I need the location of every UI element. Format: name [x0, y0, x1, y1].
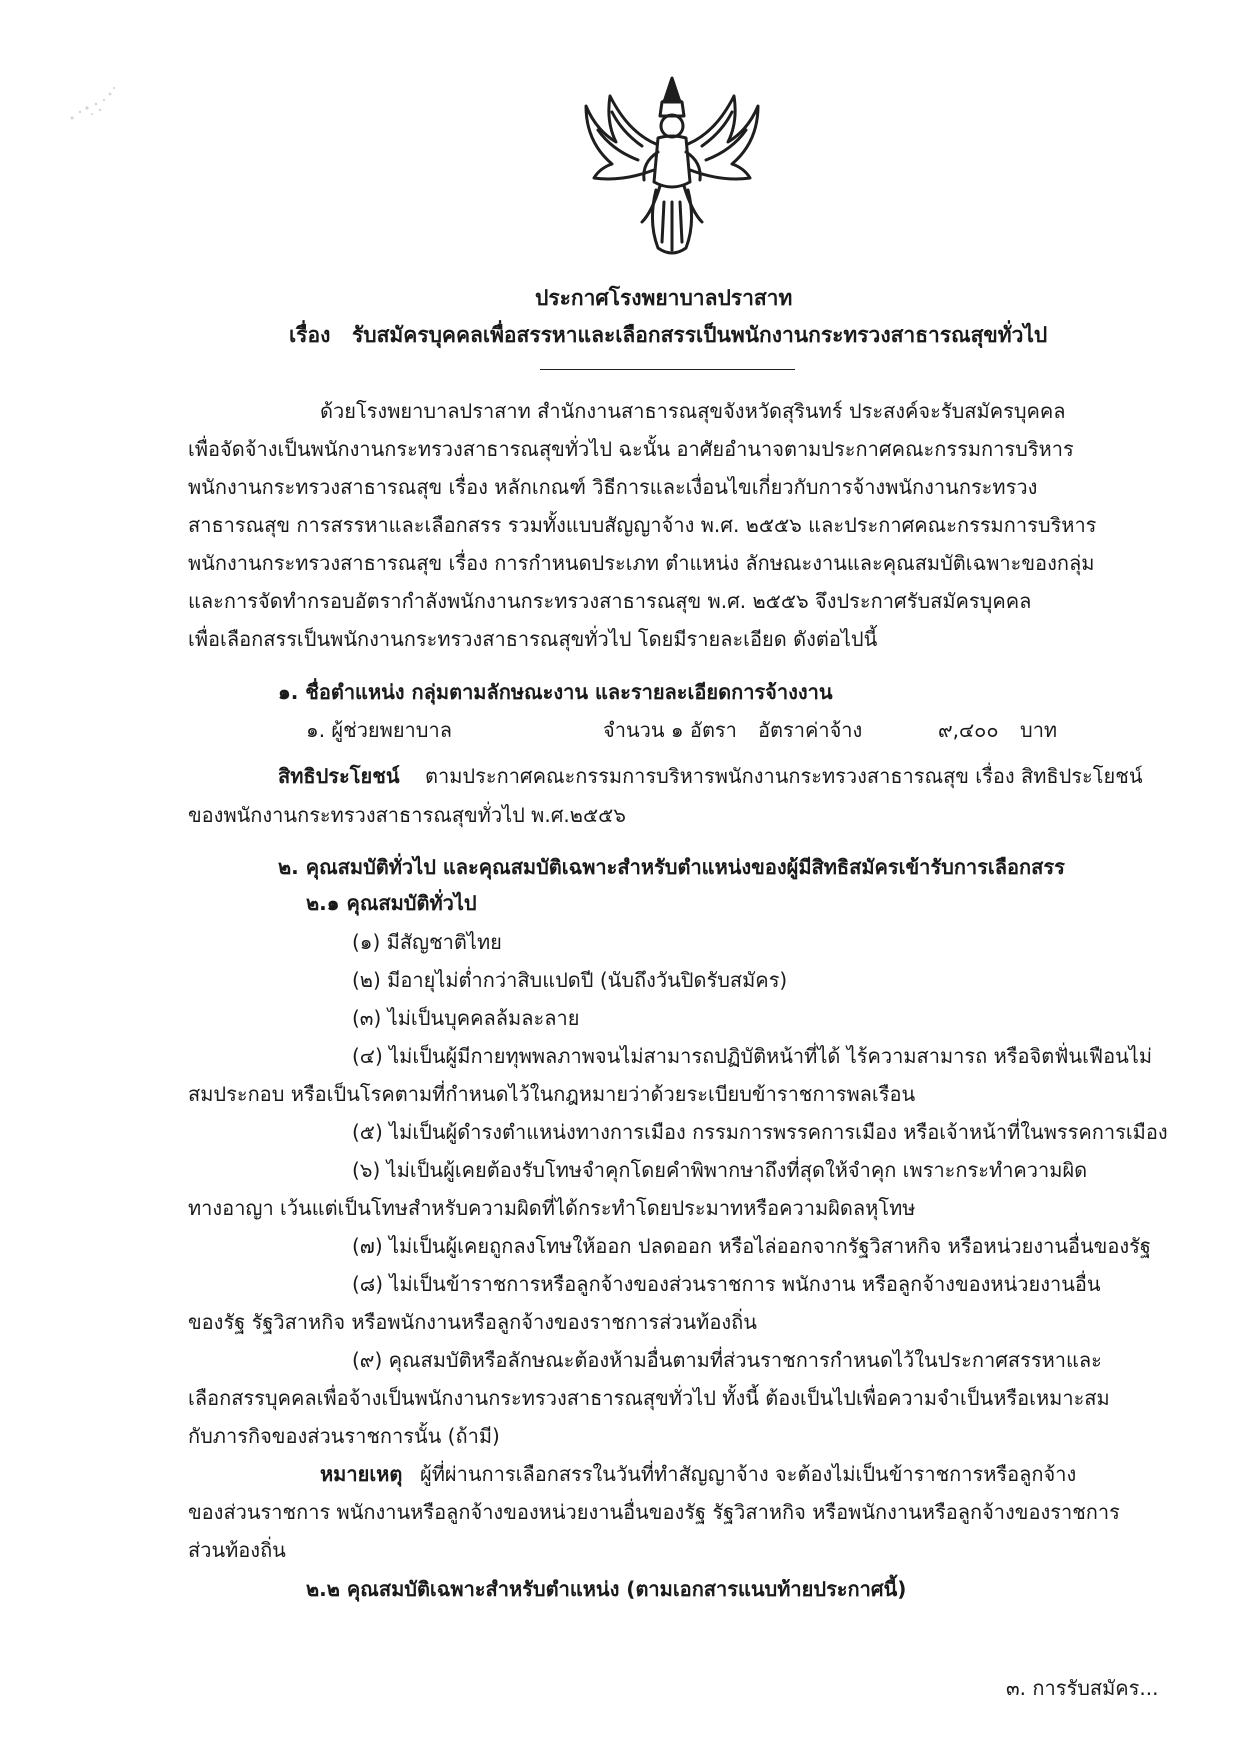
intro-line: พนักงานกระทรวงสาธารณสุข เรื่อง หลักเกณฑ์ วิธีการและเงื่อนไขเกี่ยวกับการจ้างพนักงานกระทรวง: [188, 475, 1038, 499]
section2-1-heading: ๒.๑ คุณสมบัติทั่วไป: [306, 891, 477, 915]
section1-heading: ๑. ชื่อตำแหน่ง กลุ่มตามลักษณะงาน และรายละเอียดการจ้างงาน: [278, 680, 833, 704]
section2-2-heading: ๒.๒ คุณสมบัติเฉพาะสำหรับตำแหน่ง (ตามเอกสารแนบท้ายประกาศนี้): [306, 1577, 907, 1601]
qualification-item: เลือกสรรบุคคลเพื่อจ้างเป็นพนักงานกระทรวงสาธารณสุขทั่วไป ทั้งนี้ ต้องเป็นไปเพื่อความจำเป็นหรือเหมาะสม: [188, 1386, 1110, 1410]
intro-line: สาธารณสุข การสรรหาและเลือกสรร รวมทั้งแบบสัญญาจ้าง พ.ศ. ๒๕๕๖ และประกาศคณะกรรมการบริหาร: [188, 513, 1097, 537]
wage-unit: บาท: [1020, 718, 1058, 742]
qualification-item: ของรัฐ รัฐวิสาหกิจ หรือพนักงานหรือลูกจ้างของราชการส่วนท้องถิ่น: [188, 1310, 757, 1334]
note-text: ผู้ที่ผ่านการเลือกสรรในวันที่ทำสัญญาจ้าง จะต้องไม่เป็นข้าราชการหรือลูกจ้าง: [420, 1462, 1077, 1486]
wage-amount: ๙,๔๐๐: [938, 718, 999, 742]
qualification-item: กับภารกิจของส่วนราชการนั้น (ถ้ามี): [188, 1424, 500, 1448]
note-label: หมายเหตุ: [320, 1462, 403, 1486]
position-name: ๑. ผู้ช่วยพยาบาล: [306, 718, 452, 742]
qualification-item: (๔) ไม่เป็นผู้มีกายทุพพลภาพจนไม่สามารถปฏิบัติหน้าที่ได้ ไร้ความสามารถ หรือจิตฟั่นเฟือนไม่: [352, 1044, 1153, 1068]
intro-line: ด้วยโรงพยาบาลปราสาท สำนักงานสาธารณสุขจังหวัดสุรินทร์ ประสงค์จะรับสมัครบุคคล: [320, 399, 1066, 423]
garuda-emblem-icon: [572, 72, 772, 262]
qualification-item: (๕) ไม่เป็นผู้ดำรงตำแหน่งทางการเมือง กรรมการพรรคการเมือง หรือเจ้าหน้าที่ในพรรคการเมือง: [352, 1120, 1168, 1144]
benefits-text: ของพนักงานกระทรวงสาธารณสุขทั่วไป พ.ศ.๒๕๕๖: [188, 803, 626, 827]
qualification-item: (๖) ไม่เป็นผู้เคยต้องรับโทษจำคุกโดยคำพิพากษาถึงที่สุดให้จำคุก เพราะกระทำความผิด: [352, 1158, 1088, 1182]
qualification-item: (๒) มีอายุไม่ต่ำกว่าสิบแปดปี (นับถึงวันปิดรับสมัคร): [352, 968, 788, 992]
qualification-item: (๘) ไม่เป็นข้าราชการหรือลูกจ้างของส่วนราชการ พนักงาน หรือลูกจ้างของหน่วยงานอื่น: [352, 1272, 1101, 1296]
intro-line: เพื่อจัดจ้างเป็นพนักงานกระทรวงสาธารณสุขทั่วไป ฉะนั้น อาศัยอำนาจตามประกาศคณะกรรมการบริหาร: [188, 437, 1074, 461]
section2-heading: ๒. คุณสมบัติทั่วไป และคุณสมบัติเฉพาะสำหรับตำแหน่งของผู้มีสิทธิสมัครเข้ารับการเลือกสรร: [278, 855, 1065, 879]
subject-text: รับสมัครบุคคลเพื่อสรรหาและเลือกสรรเป็นพนักงานกระทรวงสาธารณสุขทั่วไป: [352, 323, 1048, 347]
qualification-item: ทางอาญา เว้นแต่เป็นโทษสำหรับความผิดที่ได้กระทำโดยประมาทหรือความผิดลหุโทษ: [188, 1196, 916, 1220]
qualification-item: (๑) มีสัญชาติไทย: [352, 930, 502, 954]
qualification-item: สมประกอบ หรือเป็นโรคตามที่กำหนดไว้ในกฎหมายว่าด้วยระเบียบข้าราชการพลเรือน: [188, 1082, 916, 1106]
note-text: ของส่วนราชการ พนักงานหรือลูกจ้างของหน่วยงานอื่นของรัฐ รัฐวิสาหกิจ หรือพนักงานหรือลูกจ้างของราชการ: [188, 1500, 1120, 1524]
note-text: ส่วนท้องถิ่น: [188, 1538, 286, 1562]
benefits-text: ตามประกาศคณะกรรมการบริหารพนักงานกระทรวงสาธารณสุข เรื่อง สิทธิประโยชน์: [425, 764, 1143, 788]
benefits-label: สิทธิประโยชน์: [278, 764, 400, 788]
intro-line: และการจัดทำกรอบอัตรากำลังพนักงานกระทรวงสาธารณสุข พ.ศ. ๒๕๕๖ จึงประกาศรับสมัครบุคคล: [188, 589, 1032, 613]
title-divider: [540, 369, 795, 370]
qualification-item: (๗) ไม่เป็นผู้เคยถูกลงโทษให้ออก ปลดออก หรือไล่ออกจากรัฐวิสาหกิจ หรือหน่วยงานอื่นของรัฐ: [352, 1234, 1151, 1258]
scan-stain: [52, 80, 132, 130]
intro-line: เพื่อเลือกสรรเป็นพนักงานกระทรวงสาธารณสุขทั่วไป โดยมีรายละเอียด ดังต่อไปนี้: [188, 627, 878, 651]
continued-marker: ๓. การรับสมัคร...: [1006, 1676, 1159, 1700]
subject-label: เรื่อง: [289, 323, 331, 347]
qualification-item: (๓) ไม่เป็นบุคคลล้มละลาย: [352, 1006, 580, 1030]
wage-label: อัตราค่าจ้าง: [758, 718, 863, 742]
announcement-title: ประกาศโรงพยาบาลปราสาท: [535, 286, 793, 310]
qualification-item: (๙) คุณสมบัติหรือลักษณะต้องห้ามอื่นตามที่ส่วนราชการกำหนดไว้ในประกาศสรรหาและ: [352, 1348, 1102, 1372]
position-count: จำนวน ๑ อัตรา: [603, 718, 737, 742]
intro-line: พนักงานกระทรวงสาธารณสุข เรื่อง การกำหนดประเภท ตำแหน่ง ลักษณะงานและคุณสมบัติเฉพาะของกลุ่ม: [188, 551, 1095, 575]
